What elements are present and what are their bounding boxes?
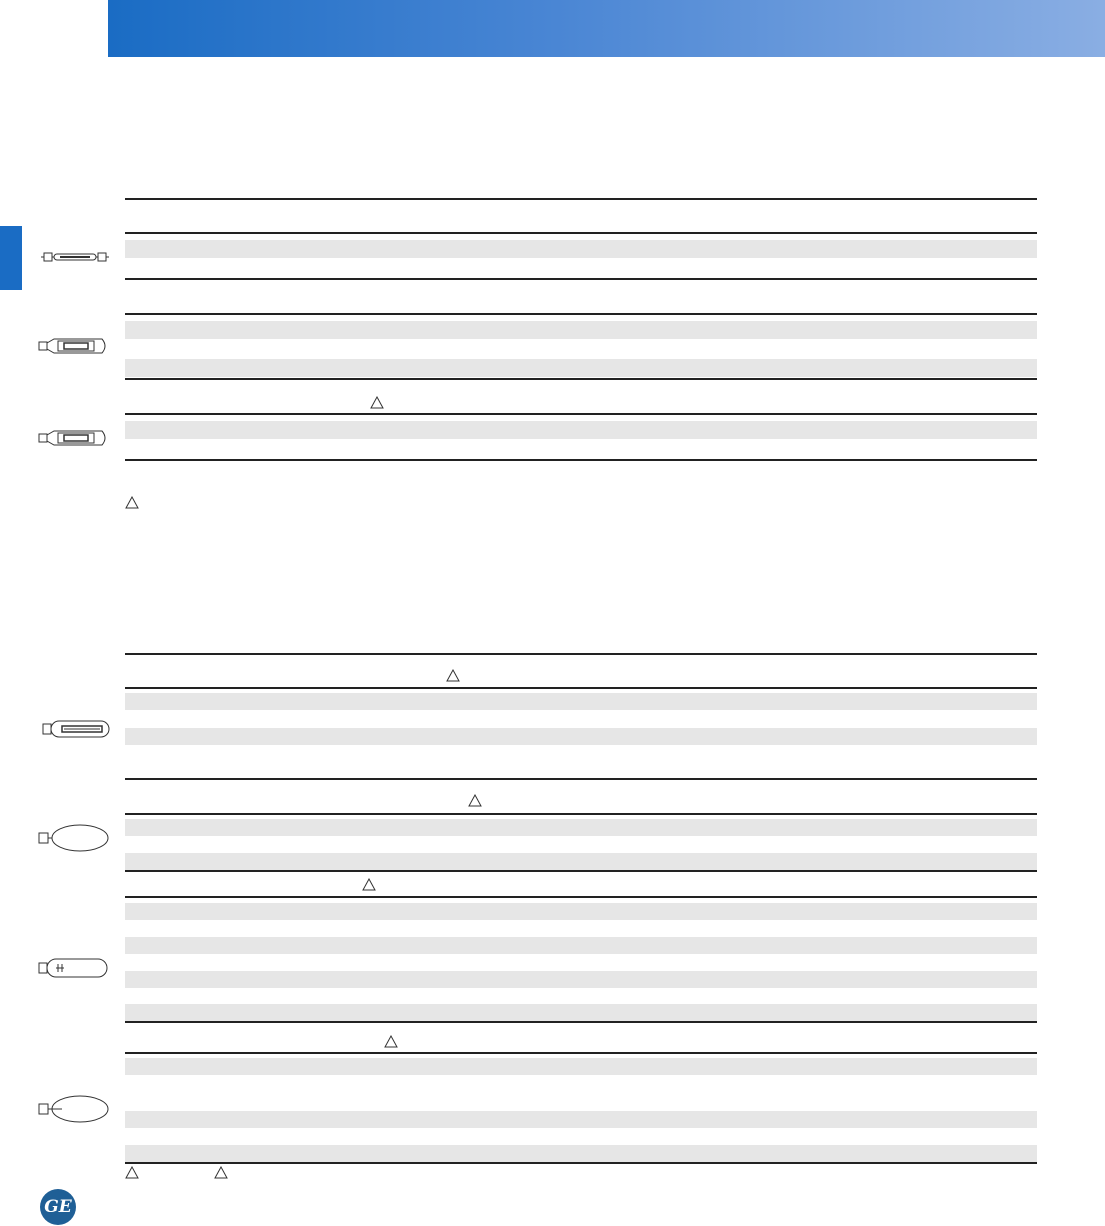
table-row [125,1058,1037,1075]
table-row [125,819,1037,836]
table-rule [125,896,1037,898]
table-row [125,1145,1037,1162]
table-row [125,937,1037,954]
table-rule [125,1021,1037,1023]
table-rule [125,778,1037,780]
table-row [125,240,1037,258]
table-rule [125,813,1037,815]
table-rule [125,198,1037,200]
table-row [125,321,1037,339]
tubular-lamp-icon [38,335,110,362]
table-rule [125,870,1037,872]
table-row [125,359,1037,377]
logo-text: GE [44,1197,72,1217]
table-rule [125,1162,1037,1164]
table-row [125,903,1037,920]
table-rule [125,232,1037,234]
table-rule [125,1052,1037,1054]
ge-logo [40,1189,76,1225]
tubular-lamp-icon [38,427,110,454]
side-tab [0,226,22,290]
table-rule [125,378,1037,380]
table-row [125,421,1037,439]
table-rule [125,653,1037,655]
table-rule [125,313,1037,315]
header-bar [108,0,1105,57]
table-rule [125,278,1037,280]
table-rule [125,413,1037,415]
table-row [125,1004,1037,1021]
ellipsoidal-lamp-icon [38,1094,110,1129]
table-row [125,1111,1037,1128]
tubular-lamp-icon [38,956,110,985]
table-row [125,853,1037,870]
ellipsoidal-lamp-icon [38,823,110,858]
double-ended-lamp-icon [40,250,110,269]
table-rule [125,459,1037,461]
table-row [125,693,1037,710]
table-row [125,971,1037,988]
tubular-lamp-icon [42,718,112,745]
table-rule [125,687,1037,689]
table-row [125,728,1037,745]
